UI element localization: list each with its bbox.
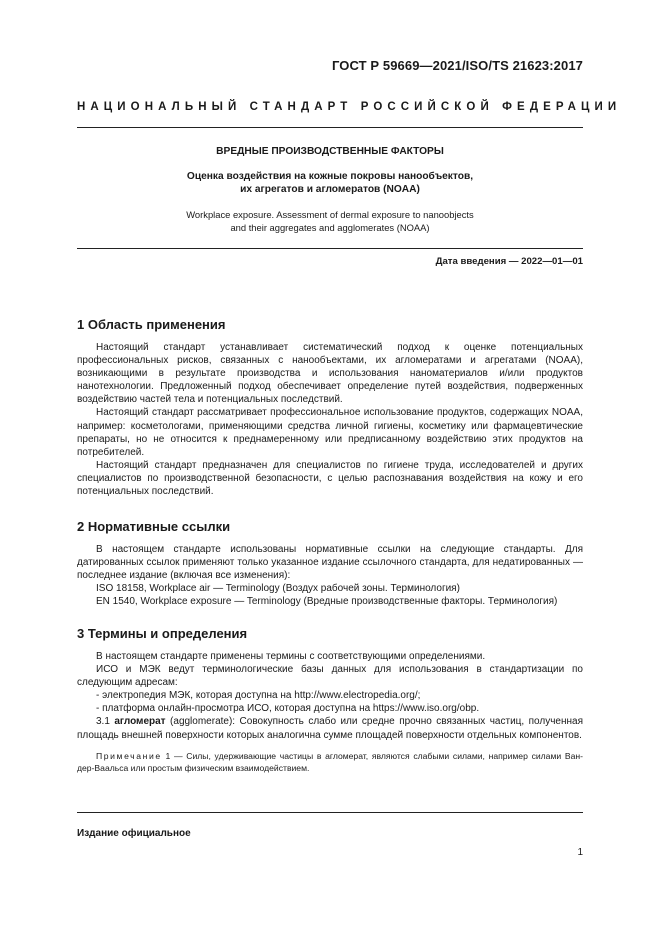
- official-edition-label: Издание официальное: [77, 828, 191, 839]
- list-item: - платформа онлайн-просмотра ИСО, которая доступна на https://www.iso.org/obp.: [96, 703, 480, 715]
- note-label: Примечание: [96, 750, 162, 761]
- footer-divider: [77, 812, 583, 813]
- term-name: агломерат: [114, 716, 166, 728]
- english-title-line-1: Workplace exposure. Assessment of dermal exposure to nanoobjects: [186, 209, 474, 220]
- section-heading: 2 Нормативные ссылки: [77, 519, 231, 534]
- paragraph: Настоящий стандарт предназначен для специалистов по гигиене труда, исследователей и других специалистов по производственной безопасности, с целью распознавания воздействия на кожу и его потенциальных последствий.: [77, 459, 583, 498]
- header-divider: [77, 127, 583, 128]
- date-divider: [77, 248, 583, 249]
- note: [77, 750, 583, 774]
- note-text: 1 — Силы, удерживающие частицы в агломерат, являются слабыми силами, например силами Ван-дер-Ваальса или простым физическим взаимодействием.: [77, 750, 583, 773]
- document-code: ГОСТ Р 59669—2021/ISO/TS 21623:2017: [331, 58, 583, 73]
- paragraph: В настоящем стандарте использованы нормативные ссылки на следующие стандарты. Для датированных ссылок применяют только указанное издание ссылочного стандарта, для недатированных — последнее издание (включая все изменения):: [77, 544, 583, 582]
- paragraph: В настоящем стандарте применены термины с соответствующими определениями.: [96, 651, 486, 662]
- english-title: [77, 209, 583, 234]
- section-heading: 3 Термины и определения: [77, 626, 248, 641]
- list-item: - электропедия МЭК, которая доступна на http://www.electropedia.org/;: [96, 690, 421, 702]
- english-title-line-2: and their aggregates and agglomerates (NOAA): [230, 221, 430, 233]
- term-definition-text: (agglomerate): Совокупность слабо или средне прочно связанных частиц, полученная площадь внешней поверхности которых аналогична сумме площадей поверхности отдельных компонентов.: [77, 716, 584, 741]
- standard-subtitle: [77, 170, 583, 196]
- subtitle-line-2: их агрегатов и агломератов (NOAA): [240, 184, 420, 195]
- reference-item: EN 1540, Workplace exposure — Terminology (Вредные производственные факторы. Терминология): [96, 596, 558, 608]
- section-heading: 1 Область применения: [77, 317, 226, 332]
- term-definition: [77, 715, 583, 741]
- national-standard-title: НАЦИОНАЛЬНЫЙ СТАНДАРТ РОССИЙСКОЙ ФЕДЕРАЦИИ: [77, 101, 622, 113]
- paragraph: ИСО и МЭК ведут терминологические базы данных для использования в стандартизации по следующим адресам:: [77, 664, 583, 689]
- subtitle-line-1: Оценка воздействия на кожные покровы нанообъектов,: [186, 171, 474, 182]
- reference-item: ISO 18158, Workplace air — Terminology (Воздух рабочей зоны. Терминология): [96, 583, 460, 595]
- paragraph: Настоящий стандарт устанавливает систематический подход к оценке потенциальных профессиональных рисков, связанных с нанообъектами, их агломератами и агрегатами (NOAA), возникающими в результате производства и использования наноматериалов и/или продуктов нанотехнологии. Предложенный подход обеспечивает определение путей воздействия, подверженных воздействию частей тела и потенциальных последствий.: [77, 342, 583, 406]
- introduction-date: Дата введения — 2022—01—01: [435, 256, 583, 267]
- section-normative-references: [77, 519, 583, 608]
- term-number: 3.1: [96, 716, 110, 728]
- standard-main-title: ВРЕДНЫЕ ПРОИЗВОДСТВЕННЫЕ ФАКТОРЫ: [216, 146, 444, 157]
- page-number: 1: [577, 847, 583, 858]
- section-scope: [77, 317, 583, 498]
- section-terms-definitions: [77, 626, 583, 774]
- paragraph: Настоящий стандарт рассматривает профессиональное использование продуктов, содержащих NOAA, например: косметологами, применяющими средства личной гигиены, косметику или фармацевтические препараты, но не относится к преднамеренному или предписанному воздействию этих продуктов на потребителей.: [77, 407, 583, 458]
